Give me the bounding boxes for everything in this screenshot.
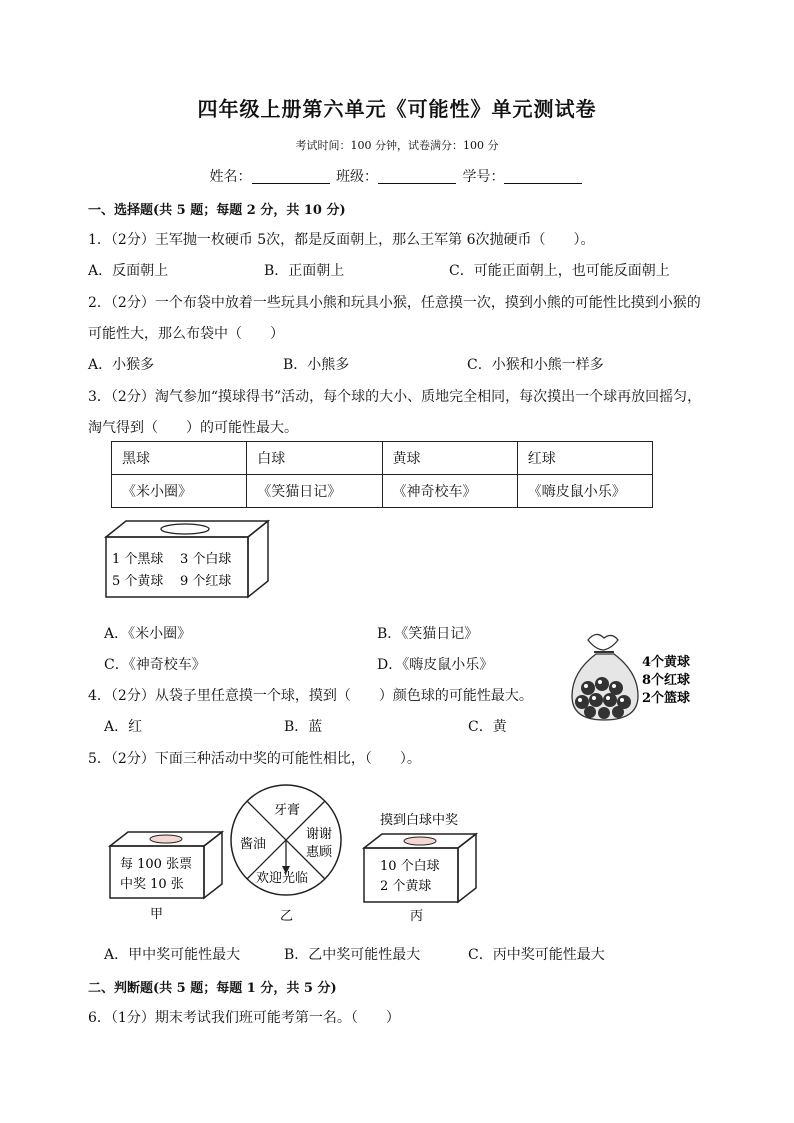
wheel-right-2: 惠顾: [306, 845, 333, 860]
section-heading-judge: 二、判断题(共 5 题；每题 1 分，共 5 分): [88, 981, 337, 996]
question-3-line1: 3．（2分）淘气参加“摸球得书”活动，每个球的大小、质地完全相同，每次摸出一个球再放回摇匀，: [88, 389, 702, 405]
q4-option-a[interactable]: A．红: [104, 719, 143, 735]
wheel-bottom: 欢迎光临: [256, 871, 309, 886]
question-2-line1: 2．（2分）一个布袋中放着一些玩具小熊和玩具小猴，任意摸一次，摸到小熊的可能性比摸到小猴的: [88, 295, 701, 311]
box-jia-line1: 每 100 张票: [120, 857, 193, 872]
box-bing-top: 摸到白球中奖: [380, 813, 459, 828]
q2-option-b[interactable]: B．小熊多: [283, 357, 350, 373]
q1-option-c[interactable]: C．可能正面朝上，也可能反面朝上: [449, 263, 670, 279]
q3-option-c[interactable]: C．《神奇校车》: [104, 657, 206, 673]
ball-book-table: [111, 441, 653, 508]
table-cell: 《嗨皮鼠小乐》: [517, 475, 652, 508]
ball-box-figure: [102, 517, 272, 601]
q5-option-b[interactable]: B．乙中奖可能性最大: [284, 947, 421, 963]
question-4: 4．（2分）从袋子里任意摸一个球，摸到（ ）颜色球的可能性最大。: [88, 688, 533, 704]
box-bing-line1: 10 个白球: [380, 859, 440, 874]
table-cell: 白球: [247, 442, 382, 475]
q4-option-b[interactable]: B．蓝: [284, 719, 323, 735]
box-jia-caption: 甲: [150, 907, 164, 922]
q1-option-b[interactable]: B．正面朝上: [264, 263, 345, 279]
q2-option-a[interactable]: A．小猴多: [88, 357, 155, 373]
box-jia-line2: 中奖 10 张: [120, 877, 184, 892]
ball-bag-figure: [566, 630, 696, 726]
q2-option-c[interactable]: C．小猴和小熊一样多: [467, 357, 604, 373]
table-row: [112, 475, 653, 508]
table-cell: 《笑猫日记》: [247, 475, 382, 508]
id-blank[interactable]: [504, 169, 582, 184]
exam-info: 考试时间：100 分钟，试卷满分：100 分: [295, 139, 499, 152]
box-bing-figure: [360, 808, 480, 926]
student-info-line: [0, 166, 794, 186]
question-1: 1．（2分）王军抛一枚硬币 5次，都是反面朝上，那么王军第 6次抛硬币（ ）。: [88, 232, 595, 248]
box-text-red: 9 个红球: [180, 574, 232, 589]
id-label: 学号：: [462, 169, 505, 185]
section-heading-choice: 一、选择题(共 5 题；每题 2 分，共 10 分): [88, 203, 346, 218]
question-5: 5．（2分）下面三种活动中奖的可能性相比，（ ）。: [88, 751, 421, 767]
class-label: 班级：: [336, 169, 378, 185]
bag-text-yellow: 4个黄球: [642, 655, 691, 670]
q3-option-b[interactable]: B．《笑猫日记》: [377, 626, 479, 642]
class-blank[interactable]: [378, 169, 456, 184]
box-text-black: 1 个黑球: [112, 552, 164, 567]
name-label: 姓名：: [209, 169, 252, 185]
table-cell: 黑球: [112, 442, 247, 475]
wheel-yi-figure: [228, 782, 344, 924]
q1-option-a[interactable]: A．反面朝上: [88, 263, 169, 279]
q3-option-d[interactable]: D．《嗨皮鼠小乐》: [377, 657, 494, 673]
name-blank[interactable]: [252, 169, 330, 184]
question-6: 6．（1分）期末考试我们班可能考第一名。（ ）: [88, 1010, 400, 1026]
table-cell: 红球: [517, 442, 652, 475]
table-cell: 《神奇校车》: [382, 475, 517, 508]
q4-option-c[interactable]: C．黄: [468, 719, 507, 735]
wheel-right-1: 谢谢: [306, 827, 333, 842]
table-cell: 黄球: [382, 442, 517, 475]
wheel-left: 酱油: [240, 837, 267, 852]
bag-text-blue: 2个篮球: [642, 691, 691, 706]
table-cell: 《米小圈》: [112, 475, 247, 508]
wheel-top: 牙膏: [274, 803, 301, 818]
box-jia-figure: [106, 828, 226, 924]
box-text-yellow: 5 个黄球: [112, 574, 164, 589]
box-bing-line2: 2 个黄球: [380, 879, 432, 894]
box-text-white: 3 个白球: [180, 552, 232, 567]
question-3-line2: 淘气得到（ ）的可能性最大。: [88, 420, 298, 436]
q5-option-a[interactable]: A．甲中奖可能性最大: [104, 947, 241, 963]
q5-option-c[interactable]: C．丙中奖可能性最大: [468, 947, 605, 963]
page-title: 四年级上册第六单元《可能性》单元测试卷: [197, 97, 597, 121]
bag-text-red: 8个红球: [642, 673, 691, 688]
q3-option-a[interactable]: A．《米小圈》: [104, 626, 192, 642]
box-bing-caption: 丙: [410, 909, 424, 924]
question-2-line2: 可能性大，那么布袋中（ ）: [88, 326, 284, 342]
table-row: [112, 442, 653, 475]
wheel-caption: 乙: [280, 909, 294, 924]
